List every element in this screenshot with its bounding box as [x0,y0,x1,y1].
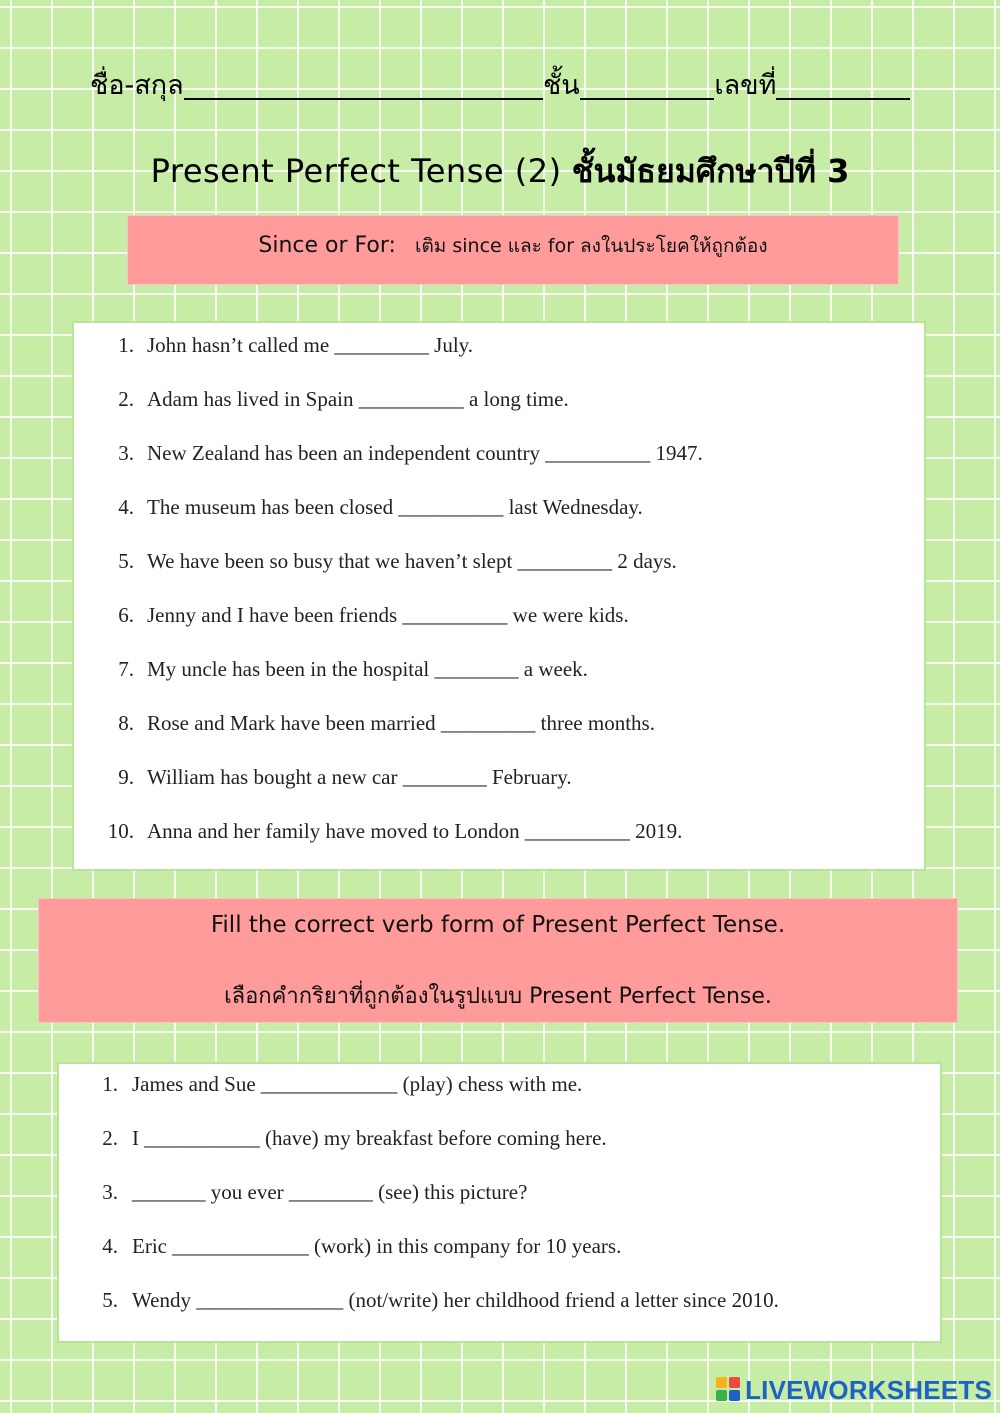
section1-instruction: เติม since และ for ลงในประโยคให้ถูกต้อง [414,235,768,257]
question-number: 10. [107,819,134,843]
number-blank [776,96,910,100]
question-number: 1. [118,333,134,357]
question-text[interactable]: John hasn’t called me _________ July. [147,333,474,357]
question-number: 7. [118,657,134,681]
question-text[interactable]: I ___________ (have) my breakfast before coming here. [132,1126,607,1150]
question-number: 5. [102,1288,118,1312]
section1-question-2 [74,385,569,413]
question-number: 5. [118,549,134,573]
question-text[interactable]: Wendy ______________ (not/write) her childhood friend a letter since 2010. [132,1288,779,1312]
section2-question-4 [59,1232,621,1260]
logo-text: LIVEWORKSHEETS [745,1374,992,1405]
logo-mark-icon [716,1377,742,1403]
question-number: 2. [118,387,134,411]
section2-question-1 [59,1070,582,1098]
question-text[interactable]: The museum has been closed __________ last Wednesday. [147,495,643,519]
section1-question-10 [74,817,682,845]
question-number: 3. [118,441,134,465]
section2-question-2 [59,1124,607,1152]
question-number: 4. [118,495,134,519]
section1-questions [72,321,926,871]
question-text[interactable]: New Zealand has been an independent country __________ 1947. [147,441,703,465]
class-label: ชั้น [542,70,580,101]
question-text[interactable]: Adam has lived in Spain __________ a long time. [147,387,569,411]
section1-question-4 [74,493,643,521]
name-label: ชื่อ-สกุล [90,70,184,101]
section2-question-3 [59,1178,527,1206]
name-blank [184,96,543,100]
section2-instruction-en: Fill the correct verb form of Present Perfect Tense. [210,912,786,938]
section1-question-5 [74,547,677,575]
question-number: 9. [118,765,134,789]
question-number: 3. [102,1180,118,1204]
section2-questions [57,1062,942,1343]
liveworksheets-logo [716,1375,992,1405]
page-title [0,146,1000,197]
question-number: 8. [118,711,134,735]
question-text[interactable]: We have been so busy that we haven’t slept _________ 2 days. [147,549,677,573]
section1-question-7 [74,655,588,683]
number-label: เลขที่ [714,70,777,101]
section1-question-1 [74,331,473,359]
question-number: 1. [102,1072,118,1096]
question-number: 2. [102,1126,118,1150]
title-thai: ชั้นมัธยมศึกษาปีที่ 3 [571,152,850,190]
question-text[interactable]: Eric _____________ (work) in this company for 10 years. [132,1234,622,1258]
student-info-line [90,62,910,106]
section2-banner [38,898,958,1023]
section1-banner [127,215,899,285]
section2-question-5 [59,1286,779,1314]
question-text[interactable]: My uncle has been in the hospital ________ a week. [147,657,588,681]
question-number: 4. [102,1234,118,1258]
section1-question-8 [74,709,655,737]
section1-label: Since or For: [258,233,396,258]
section1-question-6 [74,601,629,629]
section1-question-9 [74,763,572,791]
title-english: Present Perfect Tense (2) [150,152,562,190]
question-text[interactable]: James and Sue _____________ (play) chess with me. [132,1072,583,1096]
question-text[interactable]: Jenny and I have been friends __________ we were kids. [147,603,629,627]
section2-instruction-th: เลือกคำกริยาที่ถูกต้องในรูปแบบ Present Perfect Tense. [224,984,772,1009]
question-text[interactable]: _______ you ever ________ (see) this picture? [132,1180,528,1204]
question-text[interactable]: Anna and her family have moved to London __________ 2019. [147,819,683,843]
section1-question-3 [74,439,703,467]
question-number: 6. [118,603,134,627]
class-blank [580,96,715,100]
question-text[interactable]: William has bought a new car ________ February. [147,765,572,789]
question-text[interactable]: Rose and Mark have been married _________ three months. [147,711,655,735]
